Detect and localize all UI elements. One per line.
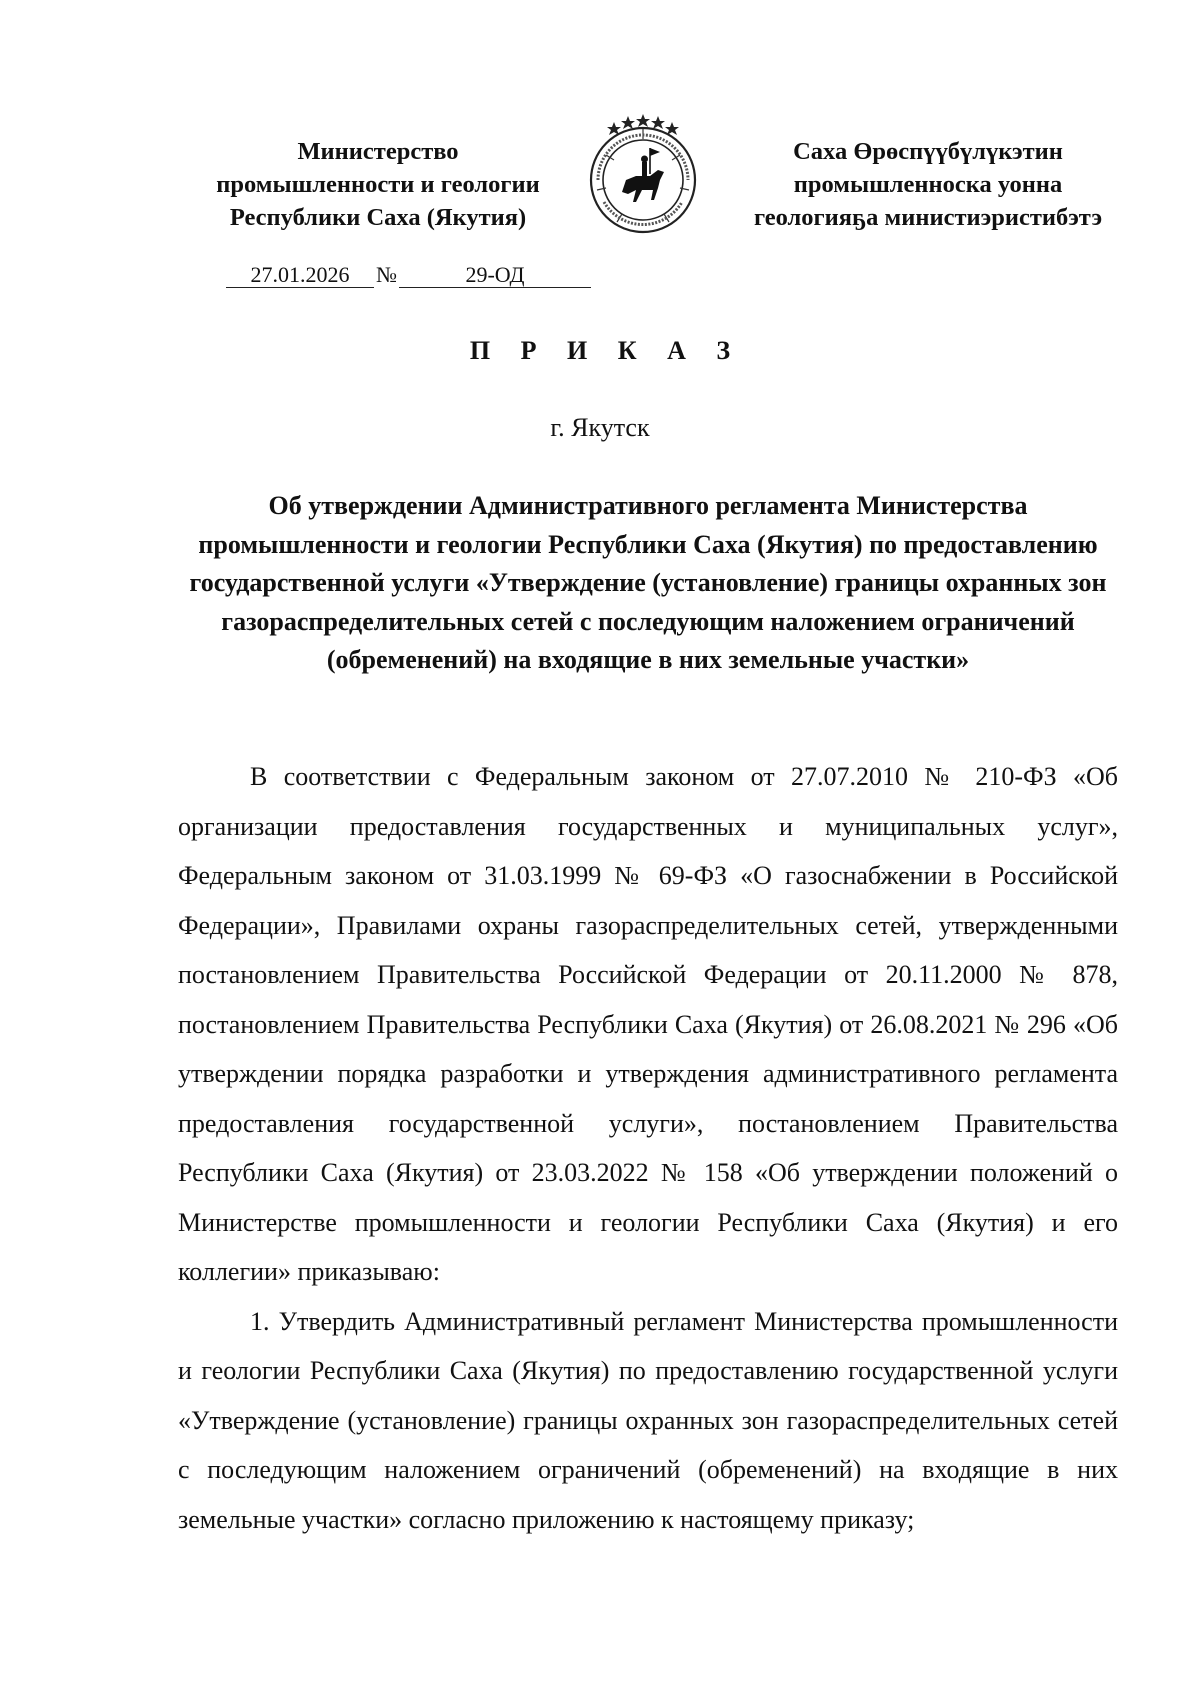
document-body	[178, 752, 1118, 1544]
number-sign: №	[376, 262, 397, 287]
order-number: 29-ОД	[399, 263, 591, 288]
sakha-republic-emblem-icon	[584, 110, 702, 238]
date-number-line	[226, 262, 591, 288]
ministry-name-russian	[178, 135, 578, 234]
body-paragraph: 1. Утвердить Административный регламент Министерства промышленности и геологии Республики Саха (Якутия) по предоставлению государственной услуги «Утверждение (установление) границы охранных зон газораспределительных сетей с последующим наложением ограничений (обременений) на входящие в них земельные участки» согласно приложению к настоящему приказу;	[178, 1306, 1118, 1534]
ministry-name-line: промышленности и геологии	[216, 171, 540, 198]
document-header	[0, 135, 1200, 245]
body-paragraph: В соответствии с Федеральным законом от 27.07.2010 № 210-ФЗ «Об организации предоставления государственных и муниципальных услуг», Федеральным законом от 31.03.1999 № 69-ФЗ «О газоснабжении в Российской Федерации», Правилами охраны газораспределительных сетей, утвержденными постановлением Правительства Российской Федерации от 20.11.2000 № 878, постановлением Правительства Республики Саха (Якутия) от 26.08.2021 № 296 «Об утверждении порядка разработки и утверждения административного регламента предоставления государственной услуги», постановлением Правительства Республики Саха (Якутия) от 23.03.2022 № 158 «Об утверждении положений о Министерстве промышленности и геологии Республики Саха (Якутия) и его коллегии» приказываю:	[178, 762, 1118, 1286]
ministry-name-line: Республики Саха (Якутия)	[229, 204, 527, 231]
document-title: П Р И К А З	[469, 336, 743, 365]
document-city: г. Якутск	[550, 413, 650, 442]
ministry-name-line: промышленноска уонна	[793, 171, 1063, 198]
ministry-name-line: Саха Өрөспүүбүлүкэтин	[793, 138, 1063, 165]
ministry-name-line: Министерство	[297, 138, 459, 165]
ministry-name-yakut	[728, 135, 1128, 234]
document-subject: Об утверждении Административного регламента Министерства промышленности и геологии Республики Саха (Якутия) по предоставлению государственной услуги «Утверждение (установление) границы охранных зон газораспределительных сетей с последующим наложением ограничений (обременений) на входящие в них земельные участки»	[189, 491, 1107, 674]
ministry-name-line: геологияҕа министиэристибэтэ	[753, 204, 1103, 231]
order-date: 27.01.2026	[226, 263, 374, 288]
